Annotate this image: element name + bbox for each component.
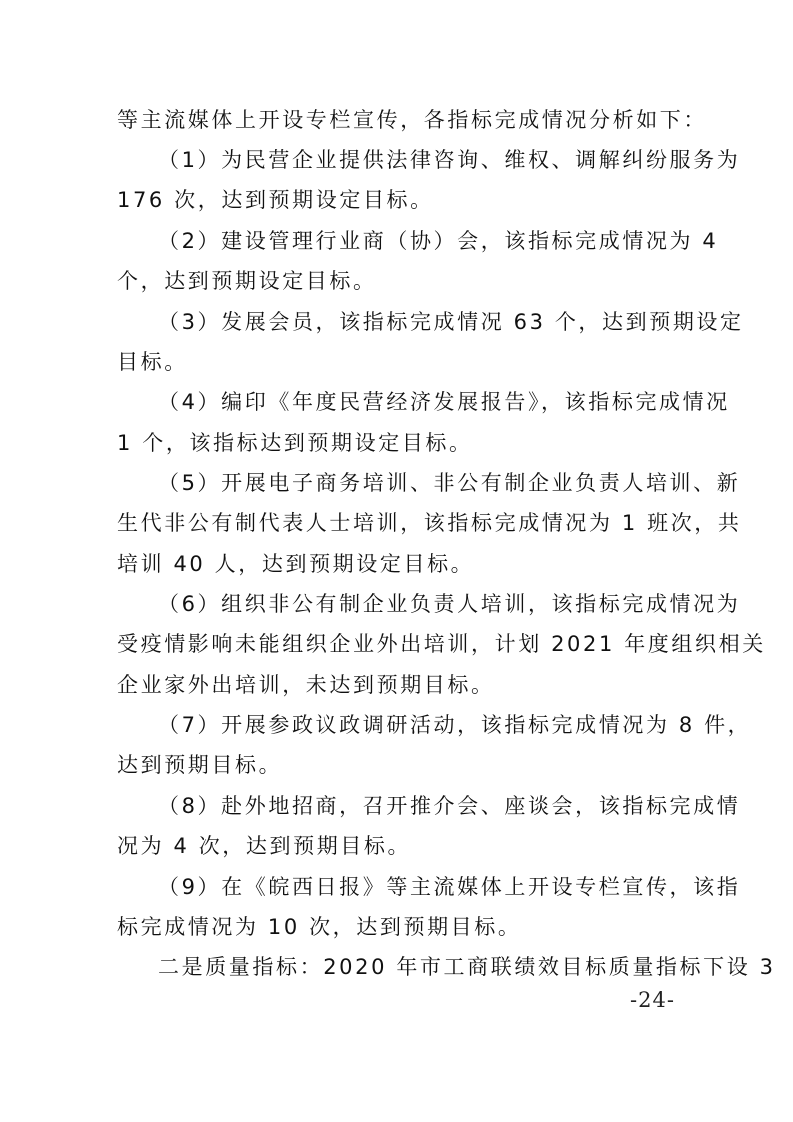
text-line: 培训 40 人，达到预期设定目标。 — [117, 552, 475, 576]
text-line: 企业家外出培训，未达到预期目标。 — [117, 673, 495, 697]
text-line: 176 次，达到预期设定目标。 — [117, 188, 434, 212]
item-7-line: （7）开展参政议政调研活动，该指标完成情况为 8 件， — [158, 713, 752, 737]
text-line: 达到预期目标。 — [117, 753, 283, 777]
text-line: 标完成情况为 10 次，达到预期目标。 — [117, 915, 522, 939]
text-line: 受疫情影响未能组织企业外出培训，计划 2021 年度组织相关 — [117, 632, 766, 656]
item-5-line: （5）开展电子商务培训、非公有制企业负责人培训、新 — [158, 471, 741, 495]
item-8-line: （8）赴外地招商，召开推介会、座谈会，该指标完成情 — [158, 794, 741, 818]
item-1-line: （1）为民营企业提供法律咨询、维权、调解纠纷服务为 — [158, 148, 741, 172]
item-9-line: （9）在《皖西日报》等主流媒体上开设专栏宣传，该指 — [158, 875, 741, 899]
item-6-line: （6）组织非公有制企业负责人培训，该指标完成情况为 — [158, 592, 741, 616]
text-line: 等主流媒体上开设专栏宣传，各指标完成情况分析如下： — [117, 108, 707, 132]
page-number: -24- — [630, 988, 675, 1012]
item-4-line: （4）编印《年度民营经济发展报告》，该指标完成情况 — [158, 390, 730, 414]
quality-indicator-line: 二是质量指标：2020 年市工商联绩效目标质量指标下设 3 — [158, 955, 776, 979]
item-3-line: （3）发展会员，该指标完成情况 63 个，达到预期设定 — [158, 310, 744, 334]
text-line: 生代非公有制代表人士培训，该指标完成情况为 1 班次，共 — [117, 511, 742, 535]
text-line: 况为 4 次，达到预期目标。 — [117, 834, 412, 858]
text-line: 个，达到预期设定目标。 — [117, 269, 377, 293]
text-line: 1 个，该指标达到预期设定目标。 — [117, 431, 473, 455]
text-line: 目标。 — [117, 350, 188, 374]
item-2-line: （2）建设管理行业商（协）会，该指标完成情况为 4 — [158, 229, 719, 253]
